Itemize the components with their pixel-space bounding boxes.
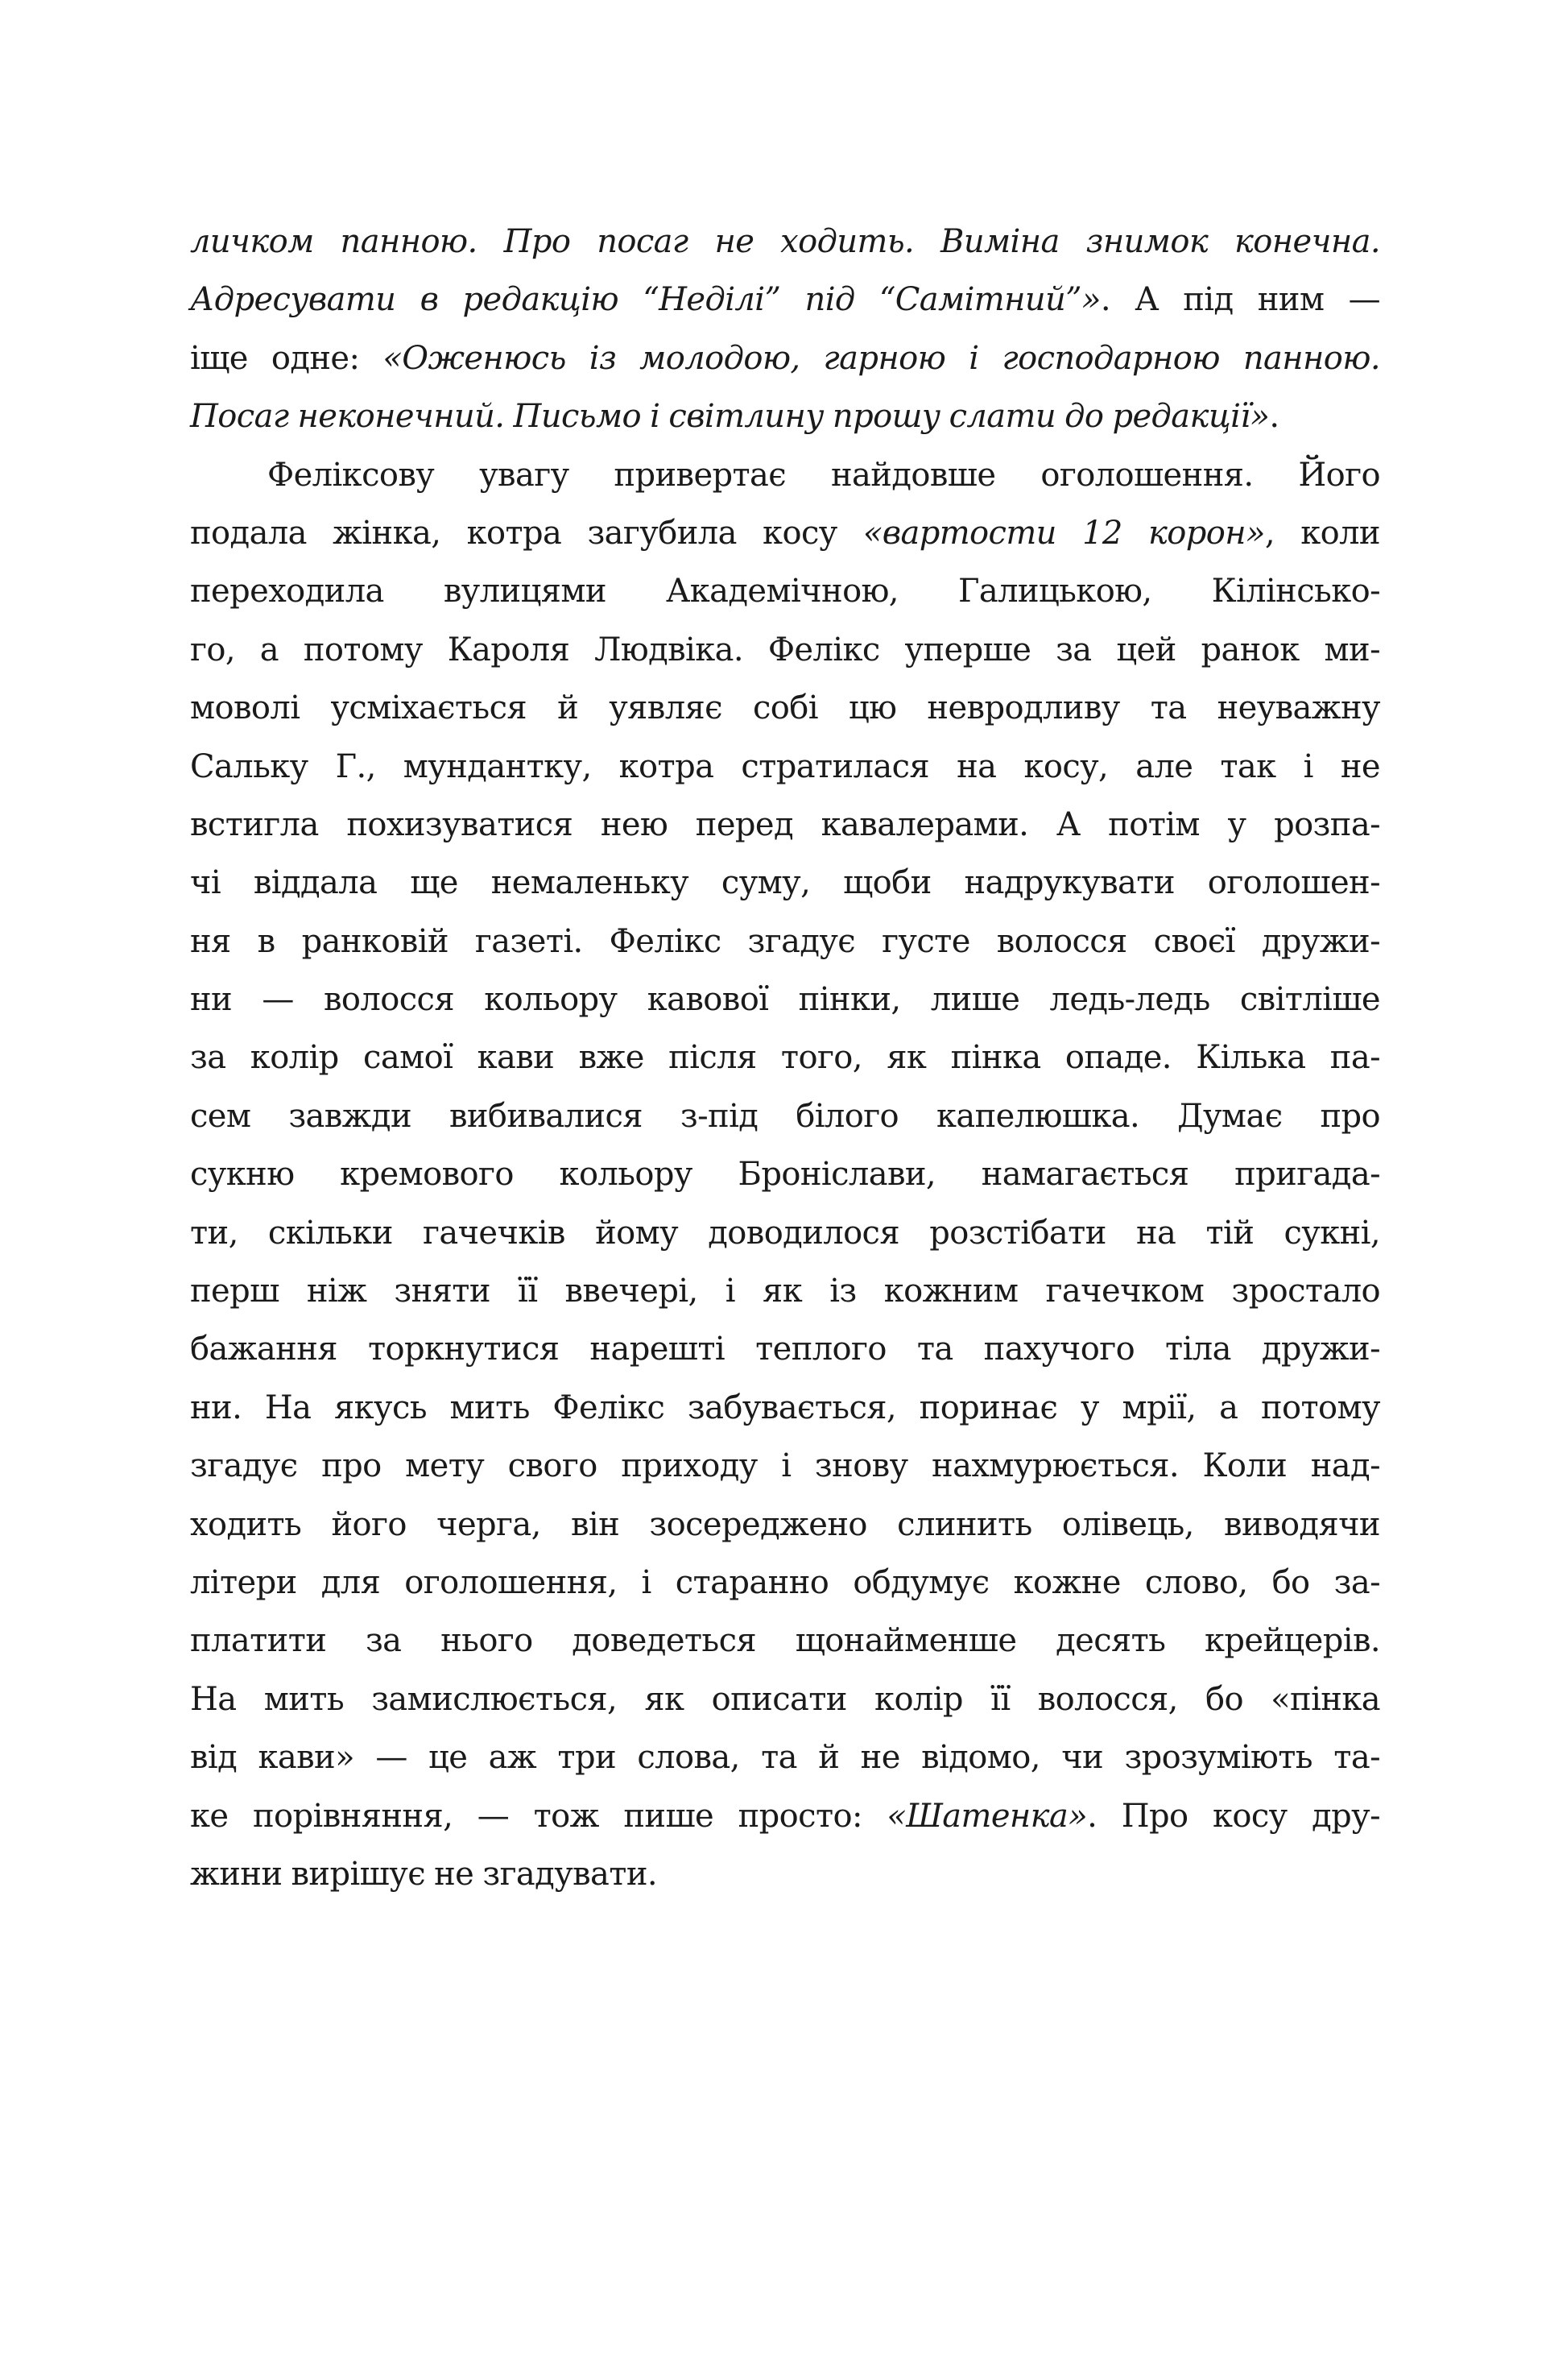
text-segment: На мить замислюється, як описати колір її волосся, бо «пінка [190,1680,1380,1718]
italic-quote-segment: Адресувати в редакцію “Неділі” під “Самітний”» [190,281,1101,319]
text-segment: літери для оголошення, і старанно обдумує кожне слово, бо за- [190,1563,1380,1601]
text-line [190,1670,1380,1728]
paragraph [190,446,1380,1904]
text-segment: ни — волосся кольору кавової пінки, лише ледь-ледь світліше [190,981,1380,1019]
text-line [190,1029,1380,1087]
text-segment: перш ніж зняти її ввечері, і як із кожним гачечком зростало [190,1273,1380,1310]
text-segment: чі віддала ще немаленьку суму, щоби надрукувати оголошен- [190,864,1380,902]
text-segment: іще одне: [190,339,383,377]
text-segment: згадує про мету свого приходу і знову нахмурюється. Коли над- [190,1447,1380,1485]
text-line [190,446,1380,504]
text-line [190,1262,1380,1320]
text-segment: , коли [1264,514,1380,552]
text-line [190,971,1380,1029]
text-line [190,329,1380,387]
text-segment: жини вирішує не згадувати. [190,1855,658,1893]
text-line [190,796,1380,854]
italic-quote-segment: «вартости 12 корон» [862,514,1265,552]
text-segment: Феліксову увагу привертає найдовше оголошення. Його [267,456,1380,494]
text-segment: ня в ранковій газеті. Фелікс згадує густе волосся своєї дружи- [190,922,1380,960]
text-line [190,679,1380,737]
text-line [190,854,1380,912]
italic-quote-segment: личком панною. Про посаг не ходить. Виміна знимок конечна. [190,223,1380,260]
text-line [190,387,1380,445]
text-segment: ни. На якусь мить Фелікс забувається, поринає у мрії, а потому [190,1389,1380,1426]
text-segment: ти, скільки гачечків йому доводилося розстібати на тій сукні, [190,1214,1380,1252]
text-line [190,1787,1380,1845]
text-line [190,1554,1380,1612]
italic-quote-segment: «Шатенка» [887,1797,1088,1835]
text-line [190,1320,1380,1378]
text-line [190,738,1380,796]
text-line [190,913,1380,971]
text-segment: . Про косу дру- [1087,1797,1380,1835]
italic-quote-segment: «Оженюсь із молодою, гарною і господарною панною. [382,339,1380,377]
text-segment: Сальку Г., мундантку, котра стратилася на косу, але так і не [190,747,1380,785]
text-line [190,1728,1380,1786]
text-line [190,621,1380,679]
text-segment: переходила вулицями Академічною, Галицькою, Кілінсько- [190,573,1380,611]
text-segment: . [1269,398,1279,436]
text-line [190,213,1380,271]
text-line [190,1087,1380,1145]
text-line [190,1612,1380,1670]
text-line [190,1204,1380,1262]
text-line [190,1437,1380,1495]
text-segment: ке порівняння, — тож пише просто: [190,1797,887,1835]
text-segment: платити за нього доведеться щонайменше десять крейцерів. [190,1622,1380,1660]
text-segment: за колір самої кави вже після того, як пінка опаде. Кілька па- [190,1039,1380,1077]
text-segment: моволі усміхається й уявляє собі цю невродливу та неуважну [190,689,1380,727]
text-line [190,1496,1380,1554]
text-segment: подала жінка, котра загубила косу [190,514,863,552]
text-segment: ходить його черга, він зосереджено слинить олівець, виводячи [190,1505,1380,1543]
italic-quote-segment: Посаг неконечний. Письмо і світлину прошу слати до редакції» [190,398,1270,436]
text-segment: встигла похизуватися нею перед кавалерами. А потім у розпа- [190,805,1380,843]
text-line [190,1379,1380,1437]
text-segment: . А під ним — [1100,281,1380,319]
text-line [190,562,1380,620]
text-segment: від кави» — це аж три слова, та й не відомо, чи зрозуміють та- [190,1739,1380,1777]
book-page-body [190,213,1380,1903]
text-segment: сем завжди вибивалися з-під білого капелюшка. Думає про [190,1097,1380,1135]
text-line [190,504,1380,562]
text-segment: бажання торкнутися нарешті теплого та пахучого тіла дружи- [190,1331,1380,1368]
text-line [190,1145,1380,1203]
text-line [190,1845,1380,1903]
paragraph [190,213,1380,446]
text-segment: сукню кремового кольору Броніслави, намагається пригада- [190,1156,1380,1194]
text-line [190,271,1380,329]
text-segment: го, а потому Кароля Людвіка. Фелікс уперше за цей ранок ми- [190,631,1380,668]
